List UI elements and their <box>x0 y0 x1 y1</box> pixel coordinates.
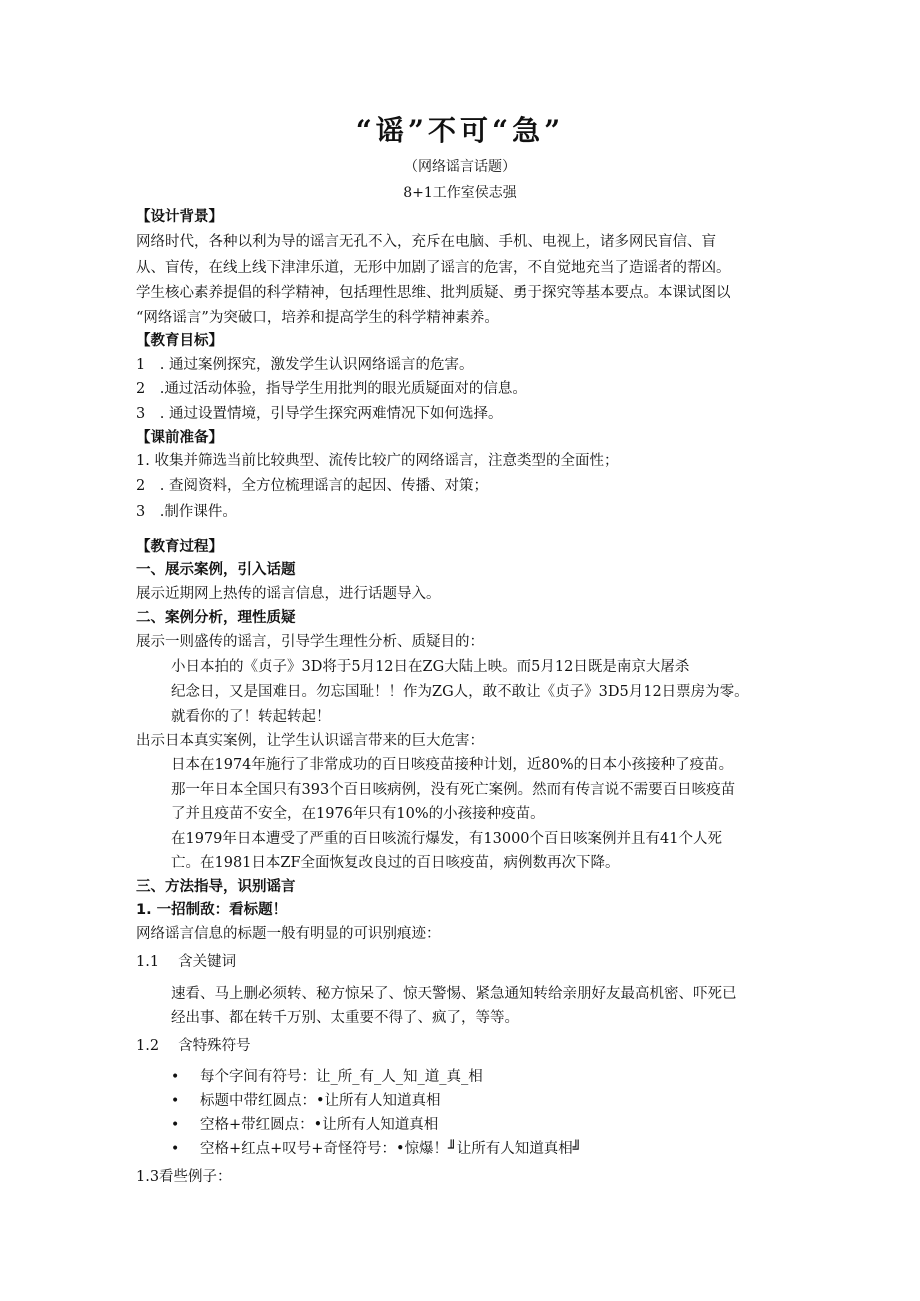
subsection-1-2-heading: 1.2 含特殊符号 <box>136 1038 251 1054</box>
document-title: “谣”不可“急” <box>355 114 565 147</box>
symbol-example-item: 每个字间有符号：让_所_有_人_知_道_真_相 <box>200 1069 483 1085</box>
symbol-example-item: 空格+红点+叹号+奇怪符号：•惊爆！╜让所有人知道真相╝ <box>200 1141 582 1157</box>
subsection-1-3-heading: 1.3看些例子： <box>136 1169 232 1185</box>
heading-education-process: 【教育过程】 <box>136 539 223 555</box>
goal-item: 3 . 通过设置情境，引导学生探究两难情况下如何选择。 <box>136 406 503 422</box>
keyword-line: 速看、马上删必须转、秘方惊呆了、惊天警惕、紧急通知转给亲朋好友最高机密、吓死已 <box>171 986 737 1002</box>
part1-text: 展示近期网上热传的谣言信息，进行话题导入。 <box>136 586 441 602</box>
symbol-example-item: 标题中带红圆点：•让所有人知道真相 <box>200 1093 441 1109</box>
symbol-example-item: 空格+带红圆点：•让所有人知道真相 <box>200 1117 439 1133</box>
part3-heading: 三、方法指导，识别谣言 <box>136 879 296 895</box>
keyword-line: 经出事、都在转千万别、太重要不得了、疯了，等等。 <box>171 1010 519 1026</box>
goal-item: 1 . 通过案例探究，激发学生认识网络谣言的危害。 <box>136 357 474 373</box>
background-line: 学生核心素养提倡的科学精神，包括理性思维、批判质疑、勇于探究等基本要点。本课试图以 <box>136 285 731 301</box>
document-author: 8+1工作室侯志强 <box>403 185 517 201</box>
step1-heading: 1. 一招制敌：看标题！ <box>136 902 288 918</box>
case-intro: 出示日本真实案例，让学生认识谣言带来的巨大危害： <box>136 733 484 749</box>
case-line: 日本在1974年施行了非常成功的百日咳疫苗接种计划，近80%的日本小孩接种了疫苗。 <box>171 757 734 773</box>
rumor-line: 纪念日，又是国难日。勿忘国耻！！作为ZG人，敢不敢让《贞子》3D5月12日票房为零。 <box>171 684 749 700</box>
goal-item: 2 .通过活动体验，指导学生用批判的眼光质疑面对的信息。 <box>136 381 527 397</box>
background-line: 网络时代，各种以利为导的谣言无孔不入，充斥在电脑、手机、电视上，诸多网民盲信、盲 <box>136 234 716 250</box>
heading-education-goals: 【教育目标】 <box>136 333 223 349</box>
part2-heading: 二、案例分析，理性质疑 <box>136 610 296 626</box>
case-line: 那一年日本全国只有393个百日咳病例，没有死亡案例。然而有传言说不需要百日咳疫苗 <box>171 782 736 798</box>
case-line: 亡。在1981日本ZF全面恢复改良过的百日咳疫苗，病例数再次下降。 <box>171 855 620 871</box>
bullet-dot: • <box>171 1093 180 1109</box>
background-line: 从、盲传，在线上线下津津乐道，无形中加剧了谣言的危害，不自觉地充当了造谣者的帮凶。 <box>136 260 731 276</box>
bullet-dot: • <box>171 1117 180 1133</box>
bullet-dot: • <box>171 1069 180 1085</box>
prep-item: 3 .制作课件。 <box>136 504 237 520</box>
part1-heading: 一、展示案例，引入话题 <box>136 562 296 578</box>
bullet-dot: • <box>171 1141 180 1157</box>
heading-class-preparation: 【课前准备】 <box>136 430 223 446</box>
subsection-1-1-heading: 1.1 含关键词 <box>136 954 237 970</box>
document-subtitle: （网络谣言话题） <box>404 159 516 175</box>
case-line: 了并且疫苗不安全，在1976年只有10%的小孩接种疫苗。 <box>171 806 545 822</box>
case-line: 在1979年日本遭受了严重的百日咳流行爆发，有13000个百日咳案例并且有41个人死 <box>171 831 722 847</box>
background-line: “网络谣言”为突破口，培养和提高学生的科学精神素养。 <box>136 310 499 326</box>
part2-intro: 展示一则盛传的谣言，引导学生理性分析、质疑目的： <box>136 634 484 650</box>
prep-item: 1. 收集并筛选当前比较典型、流传比较广的网络谣言，注意类型的全面性； <box>136 453 619 469</box>
step1-text: 网络谣言信息的标题一般有明显的可识别痕迹： <box>136 926 441 942</box>
heading-design-background: 【设计背景】 <box>136 209 223 225</box>
prep-item: 2 . 查阅资料，全方位梳理谣言的起因、传播、对策； <box>136 478 488 494</box>
rumor-line: 小日本拍的《贞子》3D将于5月12日在ZG大陆上映。而5月12日既是南京大屠杀 <box>171 659 690 675</box>
rumor-line: 就看你的了！转起转起！ <box>171 709 331 725</box>
